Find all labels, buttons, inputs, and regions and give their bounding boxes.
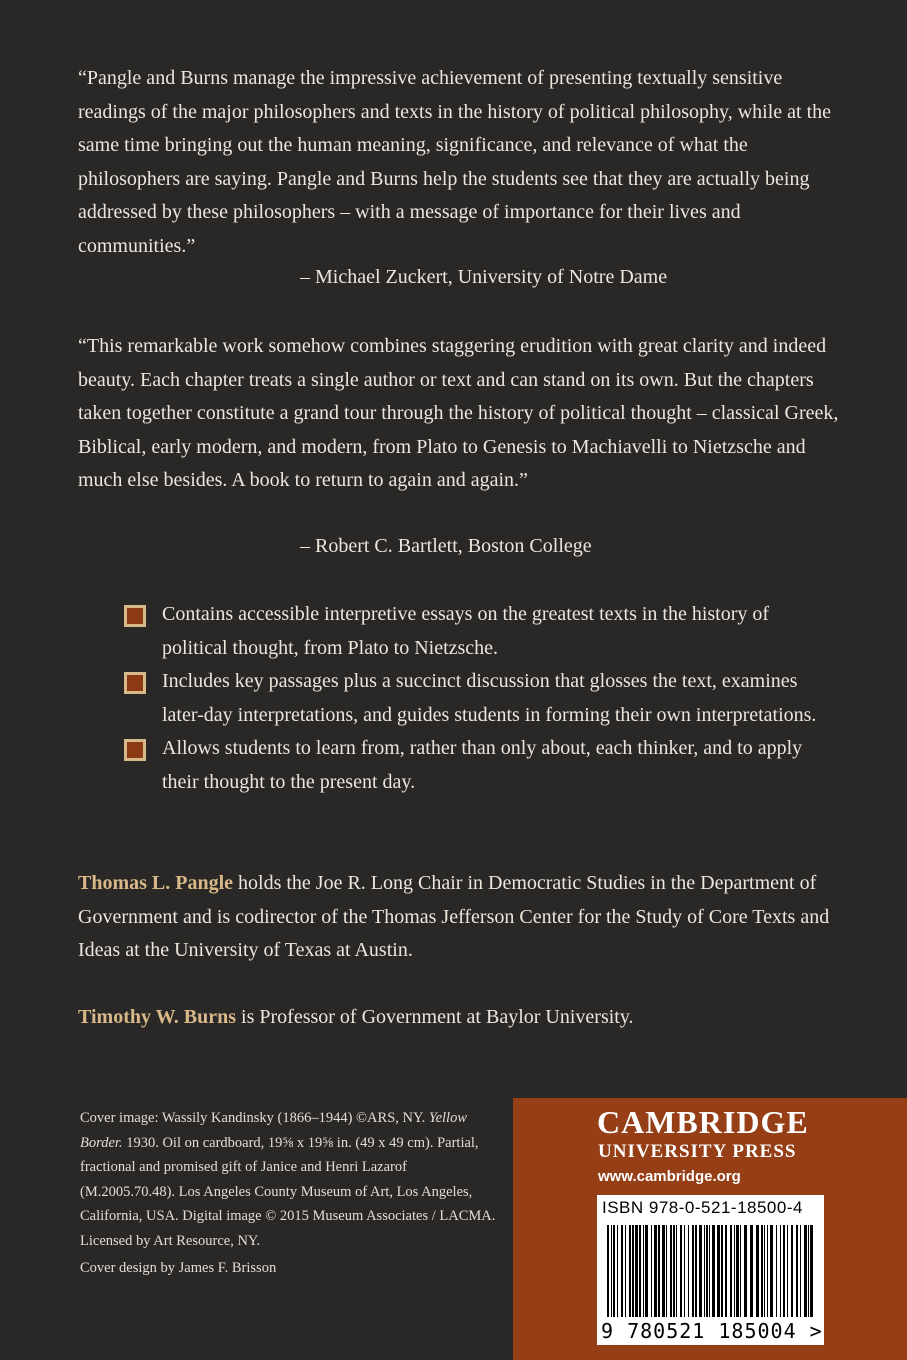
author-bio-burns bbox=[78, 1001, 848, 1035]
publisher-url: www.cambridge.org bbox=[598, 1168, 741, 1185]
quote-bartlett-attribution: – Robert C. Bartlett, Boston College bbox=[300, 535, 592, 557]
barcode-bar bbox=[791, 1225, 793, 1317]
cover-image-credit bbox=[80, 1106, 500, 1253]
artwork-title: Yellow Border. bbox=[80, 1110, 467, 1151]
barcode-bar bbox=[639, 1225, 641, 1317]
bullet-square-icon bbox=[124, 605, 146, 627]
barcode-digits: 9 780521 185004 > bbox=[601, 1319, 823, 1343]
author-bio-text: holds the Joe R. Long Chair in Democratic Studies in the Department of Government and is codirector of the Thomas Jefferson Center for the Study of Core Texts and Ideas at the University of Texas at Austin. bbox=[78, 872, 830, 962]
author-name: Timothy W. Burns bbox=[78, 1006, 237, 1028]
feature-text: Allows students to learn from, rather than only about, each thinker, and to apply their thought to the present day. bbox=[162, 737, 803, 793]
barcode-bar bbox=[761, 1225, 763, 1317]
barcode-bar bbox=[662, 1225, 665, 1317]
barcode-bar bbox=[796, 1225, 798, 1317]
barcode-bar bbox=[736, 1225, 739, 1317]
barcode-bar bbox=[673, 1225, 675, 1317]
barcode-bar bbox=[804, 1225, 807, 1317]
barcode-bar bbox=[787, 1225, 788, 1317]
barcode-bar bbox=[688, 1225, 689, 1317]
feature-item bbox=[122, 665, 832, 732]
barcode-bar bbox=[808, 1225, 809, 1317]
barcode-bar bbox=[695, 1225, 697, 1317]
barcode-bar bbox=[709, 1225, 710, 1317]
barcode-bar bbox=[800, 1225, 801, 1317]
barcode-bar bbox=[617, 1225, 618, 1317]
barcode-bar bbox=[767, 1225, 768, 1317]
barcode-bar bbox=[704, 1225, 705, 1317]
barcode-bar bbox=[670, 1225, 672, 1317]
barcode-bar bbox=[776, 1225, 777, 1317]
author-bio-text: is Professor of Government at Baylor University. bbox=[236, 1006, 634, 1028]
barcode-bar bbox=[645, 1225, 648, 1317]
barcode-bar bbox=[756, 1225, 759, 1317]
author-name: Thomas L. Pangle bbox=[78, 872, 234, 894]
barcode-bar bbox=[632, 1225, 634, 1317]
author-bio-pangle bbox=[78, 867, 848, 968]
feature-item bbox=[122, 732, 832, 799]
barcode-bar bbox=[750, 1225, 753, 1317]
bullet-square-icon bbox=[124, 739, 146, 761]
barcode-bar bbox=[770, 1225, 773, 1317]
barcode-bar bbox=[629, 1225, 631, 1317]
quote-bartlett: “This remarkable work somehow combines staggering erudition with great clarity and indeed beauty. Each chapter treats a single author or text and can stand on its own. But the chapters taken together constitute a grand tour through the history of political thought – classical Greek, Biblical, early modern, and modern, from Plato to Genesis to Machiavelli to Nietzsche and much else besides. A book to return to again and again.” bbox=[78, 335, 839, 492]
quote-zuckert-attribution: – Michael Zuckert, University of Notre Dame bbox=[300, 266, 668, 288]
barcode-bar bbox=[706, 1225, 708, 1317]
barcode-bar bbox=[643, 1225, 644, 1317]
feature-text: Includes key passages plus a succinct discussion that glosses the text, examines later-day interpretations, and guides students in forming their own interpretations. bbox=[162, 670, 817, 726]
credit-text-rest: 1930. Oil on cardboard, 19⅝ x 19⅝ in. (49 x 49 cm). Partial, fractional and promised gift of Janice and Henri Lazarof (M.2005.70.48). Los Angeles County Museum of Art, Los Angeles, California, USA. Digital image © 2015 Museum Associates / LACMA. Licensed by Art Resource, NY. bbox=[80, 1134, 496, 1249]
barcode-bar bbox=[717, 1225, 720, 1317]
barcode-bar bbox=[625, 1225, 626, 1317]
barcode-bar bbox=[725, 1225, 727, 1317]
barcode-bar bbox=[666, 1225, 667, 1317]
barcode-bar bbox=[658, 1225, 660, 1317]
barcode-bar bbox=[783, 1225, 785, 1317]
credit-text: Cover image: Wassily Kandinsky (1866–1944) ©ARS, NY. bbox=[80, 1110, 429, 1126]
barcode-bar bbox=[654, 1225, 657, 1317]
barcode-bar bbox=[692, 1225, 694, 1317]
cover-design-credit: Cover design by James F. Brisson bbox=[80, 1260, 277, 1276]
barcode-bar bbox=[651, 1225, 652, 1317]
barcode-bar bbox=[734, 1225, 735, 1317]
barcode-bar bbox=[764, 1225, 765, 1317]
barcode-bar bbox=[680, 1225, 682, 1317]
feature-text: Contains accessible interpretive essays on the greatest texts in the history of political thought, from Plato to Nietzsche. bbox=[162, 603, 770, 659]
isbn-label: ISBN 978-0-521-18500-4 bbox=[602, 1198, 803, 1217]
quote-zuckert: “Pangle and Burns manage the impressive achievement of presenting textually sensitive readings of the major philosophers and texts in the history of political philosophy, while at the same time bringing out the human meaning, significance, and relevance of what the philosophers are saying. Pangle and Burns help the students see that they are actually being addressed by these philosophers – with a message of importance for their lives and communities.” bbox=[78, 67, 832, 257]
feature-list bbox=[122, 598, 832, 800]
barcode-bar bbox=[607, 1225, 609, 1317]
publisher-logo-name: CAMBRIDGE bbox=[597, 1104, 809, 1140]
feature-item bbox=[122, 598, 832, 665]
barcode-bar bbox=[611, 1225, 612, 1317]
barcode-bar bbox=[676, 1225, 677, 1317]
barcode-bar bbox=[712, 1225, 715, 1317]
barcode-bar bbox=[621, 1225, 623, 1317]
barcode-bar bbox=[613, 1225, 615, 1317]
barcode-bar bbox=[699, 1225, 702, 1317]
barcode-bar bbox=[740, 1225, 741, 1317]
barcode-bar bbox=[730, 1225, 732, 1317]
barcode-bar bbox=[810, 1225, 813, 1317]
barcode-bar bbox=[780, 1225, 781, 1317]
barcode-bar bbox=[635, 1225, 638, 1317]
publisher-logo-subname: UNIVERSITY PRESS bbox=[598, 1141, 797, 1162]
barcode-bar bbox=[684, 1225, 685, 1317]
bullet-square-icon bbox=[124, 672, 146, 694]
barcode-bar bbox=[744, 1225, 747, 1317]
barcode bbox=[597, 1195, 824, 1345]
barcode-bar bbox=[721, 1225, 723, 1317]
